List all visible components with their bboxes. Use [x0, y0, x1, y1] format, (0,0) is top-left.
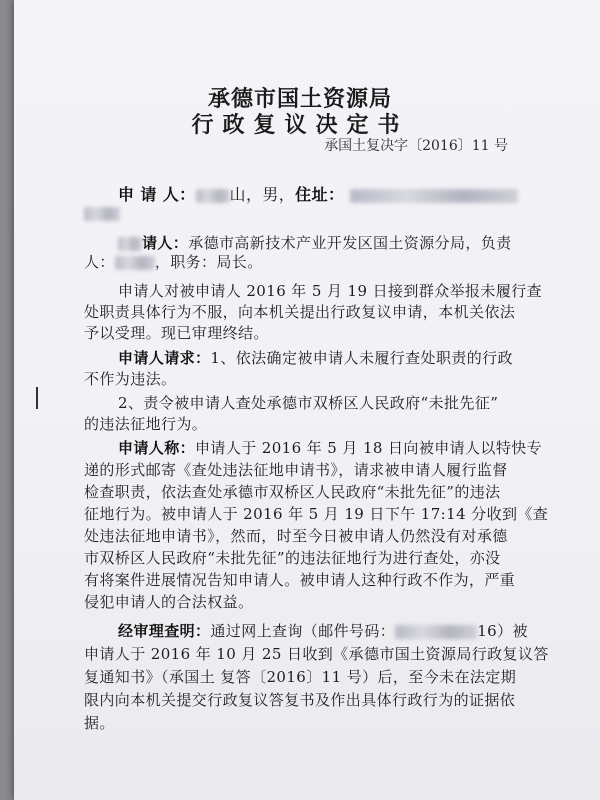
address-label: 住址：	[295, 185, 345, 204]
redacted-prefix	[118, 237, 142, 251]
document-title: 行政复议决定书	[191, 113, 409, 138]
respondent-line-1	[118, 232, 512, 253]
claim-line-3: 检查职责，依法查处承德市双桥区人民政府“未批先征”的违法	[84, 483, 501, 501]
applicant-line: 申 请 人： 山，男，住址：	[118, 182, 518, 205]
claim-line-2: 递的形式邮寄《查处违法征地申请书》，请求被申请人履行监督	[84, 461, 508, 479]
findings-text-1a: 通过网上查询（邮件号码：	[210, 622, 396, 640]
request-line-4: 的违法征地行为。	[84, 415, 208, 433]
findings-line-5: 据。	[84, 714, 115, 732]
respondent-text-2a: 人：	[84, 253, 115, 271]
findings-line-3: 复通知书》（承国土 复答〔2016〕11 号）后，至今未在法定期	[84, 668, 517, 686]
intro-line-3: 予以受理。现已审理终结。	[84, 324, 269, 342]
claim-line-4: 征地行为。被申请人于 2016 年 5 月 19 日下午 17:14 分收到《查	[84, 505, 549, 523]
request-item-1a: 1、依法确定被申请人未履行查处职责的行政	[210, 349, 513, 367]
claim-line-1	[118, 437, 542, 458]
request-line-1	[118, 347, 513, 368]
request-line-2: 不作为违法。	[84, 370, 177, 388]
findings-text-1b: 16）被	[477, 622, 528, 640]
claim-text-1: 申请人于 2016 年 5 月 18 日向被申请人以特快专	[195, 439, 543, 457]
claim-line-8: 侵犯申请人的合法权益。	[84, 593, 254, 611]
document-number: 承国土复决字〔2016〕11 号	[324, 138, 508, 154]
findings-line-4: 限内向本机关提交行政复议答复书及作出具体行政行为的证据依	[84, 691, 516, 709]
respondent-line-2	[84, 251, 263, 272]
applicant-address-cont	[84, 204, 120, 222]
redacted-address	[350, 189, 518, 203]
request-line-3: 2、责令被申请人查处承德市双桥区人民政府“未批先征”	[118, 394, 499, 412]
claim-label: 申请人称：	[118, 439, 196, 457]
respondent-label: 请人：	[142, 234, 189, 252]
margin-mark	[36, 387, 38, 409]
applicant-gender: 男，	[262, 185, 296, 204]
redacted-head-name	[115, 256, 155, 270]
intro-line-1: 申请人对被申请人 2016 年 5 月 19 日接到群众举报未履行查	[118, 282, 543, 300]
claim-line-5: 处违法征地申请书》，然而，时至今日被申请人仍然没有对承德	[84, 527, 508, 545]
findings-line-2: 申请人于 2016 年 10 月 25 日收到《承德市国土资源局行政复议答	[84, 645, 549, 663]
redacted-name	[196, 189, 230, 203]
request-label: 申请人请求：	[118, 349, 211, 367]
respondent-text-1: 承德市高新技术产业开发区国土资源分局，负责	[188, 234, 512, 252]
findings-line-1	[118, 620, 528, 641]
applicant-label: 申 请 人：	[118, 185, 196, 204]
redacted-tracking-number	[395, 625, 477, 639]
issuer-title: 承德市国土资源局	[207, 87, 392, 112]
claim-line-6: 市双桥区人民政府“未批先征”的违法征地行为进行查处，亦没	[84, 549, 501, 567]
respondent-text-2b: ，职务：局长。	[154, 253, 263, 271]
claim-line-7: 有将案件进展情况告知申请人。被申请人这种行政不作为，严重	[84, 571, 516, 589]
redacted-address-2	[84, 207, 120, 221]
findings-label: 经审理查明：	[118, 622, 211, 640]
applicant-name-tail: 山	[229, 185, 246, 204]
intro-line-2: 处职责具体行为不服，向本机关提出行政复议申请，本机关依法	[84, 303, 516, 321]
